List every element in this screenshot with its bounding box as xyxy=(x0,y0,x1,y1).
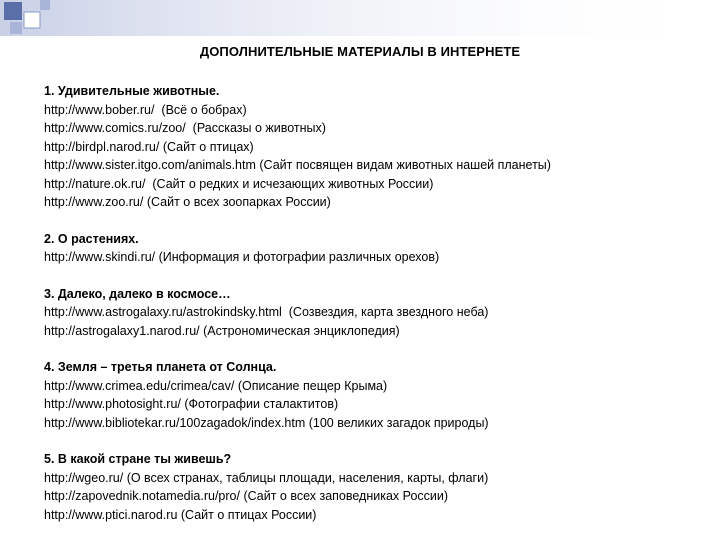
section-animals xyxy=(44,82,704,212)
resource-description: (Описание пещер Крыма) xyxy=(234,378,388,393)
resource-description: (Сайт о всех зоопарках России) xyxy=(143,195,331,209)
resource-list xyxy=(44,82,704,542)
resource-description: (Астрономическая энциклопедия) xyxy=(199,323,400,338)
resource-description: (Информация и фотографии различных орехов) xyxy=(155,250,440,264)
section-country xyxy=(44,450,704,524)
section-heading: 4. Земля – третья планета от Солнца. xyxy=(44,360,277,374)
resource-link[interactable]: http://www.astrogalaxy.ru/astrokindsky.html xyxy=(44,305,282,319)
resource-link[interactable]: http://wgeo.ru/ xyxy=(44,470,124,485)
section-heading: 3. Далеко, далеко в космосе… xyxy=(44,286,231,301)
resource-description: (Сайт о птицах России) xyxy=(177,507,317,522)
section-space xyxy=(44,285,704,341)
list-item xyxy=(44,119,704,138)
list-item xyxy=(44,469,704,488)
resource-link[interactable]: http://birdpl.narod.ru/ xyxy=(44,139,160,154)
resource-description: (Сайт посвящен видам животных нашей планеты) xyxy=(255,158,551,172)
section-heading: 5. В какой стране ты живешь? xyxy=(44,452,232,466)
resource-description: (Рассказы о животных) xyxy=(185,121,326,135)
resource-link[interactable]: http://www.skindi.ru/ xyxy=(44,250,156,264)
resource-description: (Сайт о птицах) xyxy=(159,139,254,154)
resource-link[interactable]: http://www.photosight.ru/ xyxy=(44,397,181,411)
decor-square-3 xyxy=(10,22,22,34)
resource-description: (Всё о бобрах) xyxy=(154,102,247,117)
resource-link[interactable]: http://www.ptici.narod.ru xyxy=(44,507,178,522)
list-item xyxy=(44,156,704,175)
list-item xyxy=(44,414,704,433)
list-item xyxy=(44,487,704,506)
resource-description: (Созвездия, карта звездного неба) xyxy=(281,305,489,319)
section-heading: 2. О растениях. xyxy=(44,231,139,246)
list-item xyxy=(44,175,704,194)
list-item xyxy=(44,506,704,525)
resource-link[interactable]: http://www.bibliotekar.ru/100zagadok/index.htm xyxy=(44,415,306,430)
list-item xyxy=(44,193,704,212)
list-item xyxy=(44,248,704,267)
resource-link[interactable]: http://www.zoo.ru/ xyxy=(44,195,144,209)
section-plants xyxy=(44,230,704,267)
resource-link[interactable]: http://www.comics.ru/zoo/ xyxy=(44,121,186,135)
section-heading: 1. Удивительные животные. xyxy=(44,84,220,98)
list-item xyxy=(44,395,704,414)
resource-link[interactable]: http://astrogalaxy1.narod.ru/ xyxy=(44,323,200,338)
section-earth xyxy=(44,358,704,432)
list-item xyxy=(44,303,704,322)
resource-link[interactable]: http://www.crimea.edu/crimea/cav/ xyxy=(44,378,235,393)
resource-description: (100 великих загадок природы) xyxy=(305,415,489,430)
header-band xyxy=(0,0,720,36)
page-title: ДОПОЛНИТЕЛЬНЫЕ МАТЕРИАЛЫ В ИНТЕРНЕТЕ xyxy=(199,44,521,59)
list-item xyxy=(44,322,704,341)
decor-square-2 xyxy=(24,12,40,28)
resource-description: (Сайт о всех заповедниках России) xyxy=(239,489,449,503)
resource-link[interactable]: http://zapovednik.notamedia.ru/pro/ xyxy=(44,489,240,503)
resource-description: (Сайт о редких и исчезающих животных России) xyxy=(145,176,434,191)
list-item xyxy=(44,377,704,396)
list-item xyxy=(44,138,704,157)
resource-description: (Фотографии сталактитов) xyxy=(180,397,339,411)
resource-link[interactable]: http://www.sister.itgo.com/animals.htm xyxy=(44,158,256,172)
decor-square-4 xyxy=(40,0,50,10)
list-item xyxy=(44,101,704,120)
decor-square-1 xyxy=(4,2,22,20)
resource-description: (О всех странах, таблицы площади, населения, карты, флаги) xyxy=(123,470,489,485)
resource-link[interactable]: http://www.bober.ru/ xyxy=(44,102,155,117)
resource-link[interactable]: http://nature.ok.ru/ xyxy=(44,176,146,191)
header-decoration xyxy=(0,0,720,40)
